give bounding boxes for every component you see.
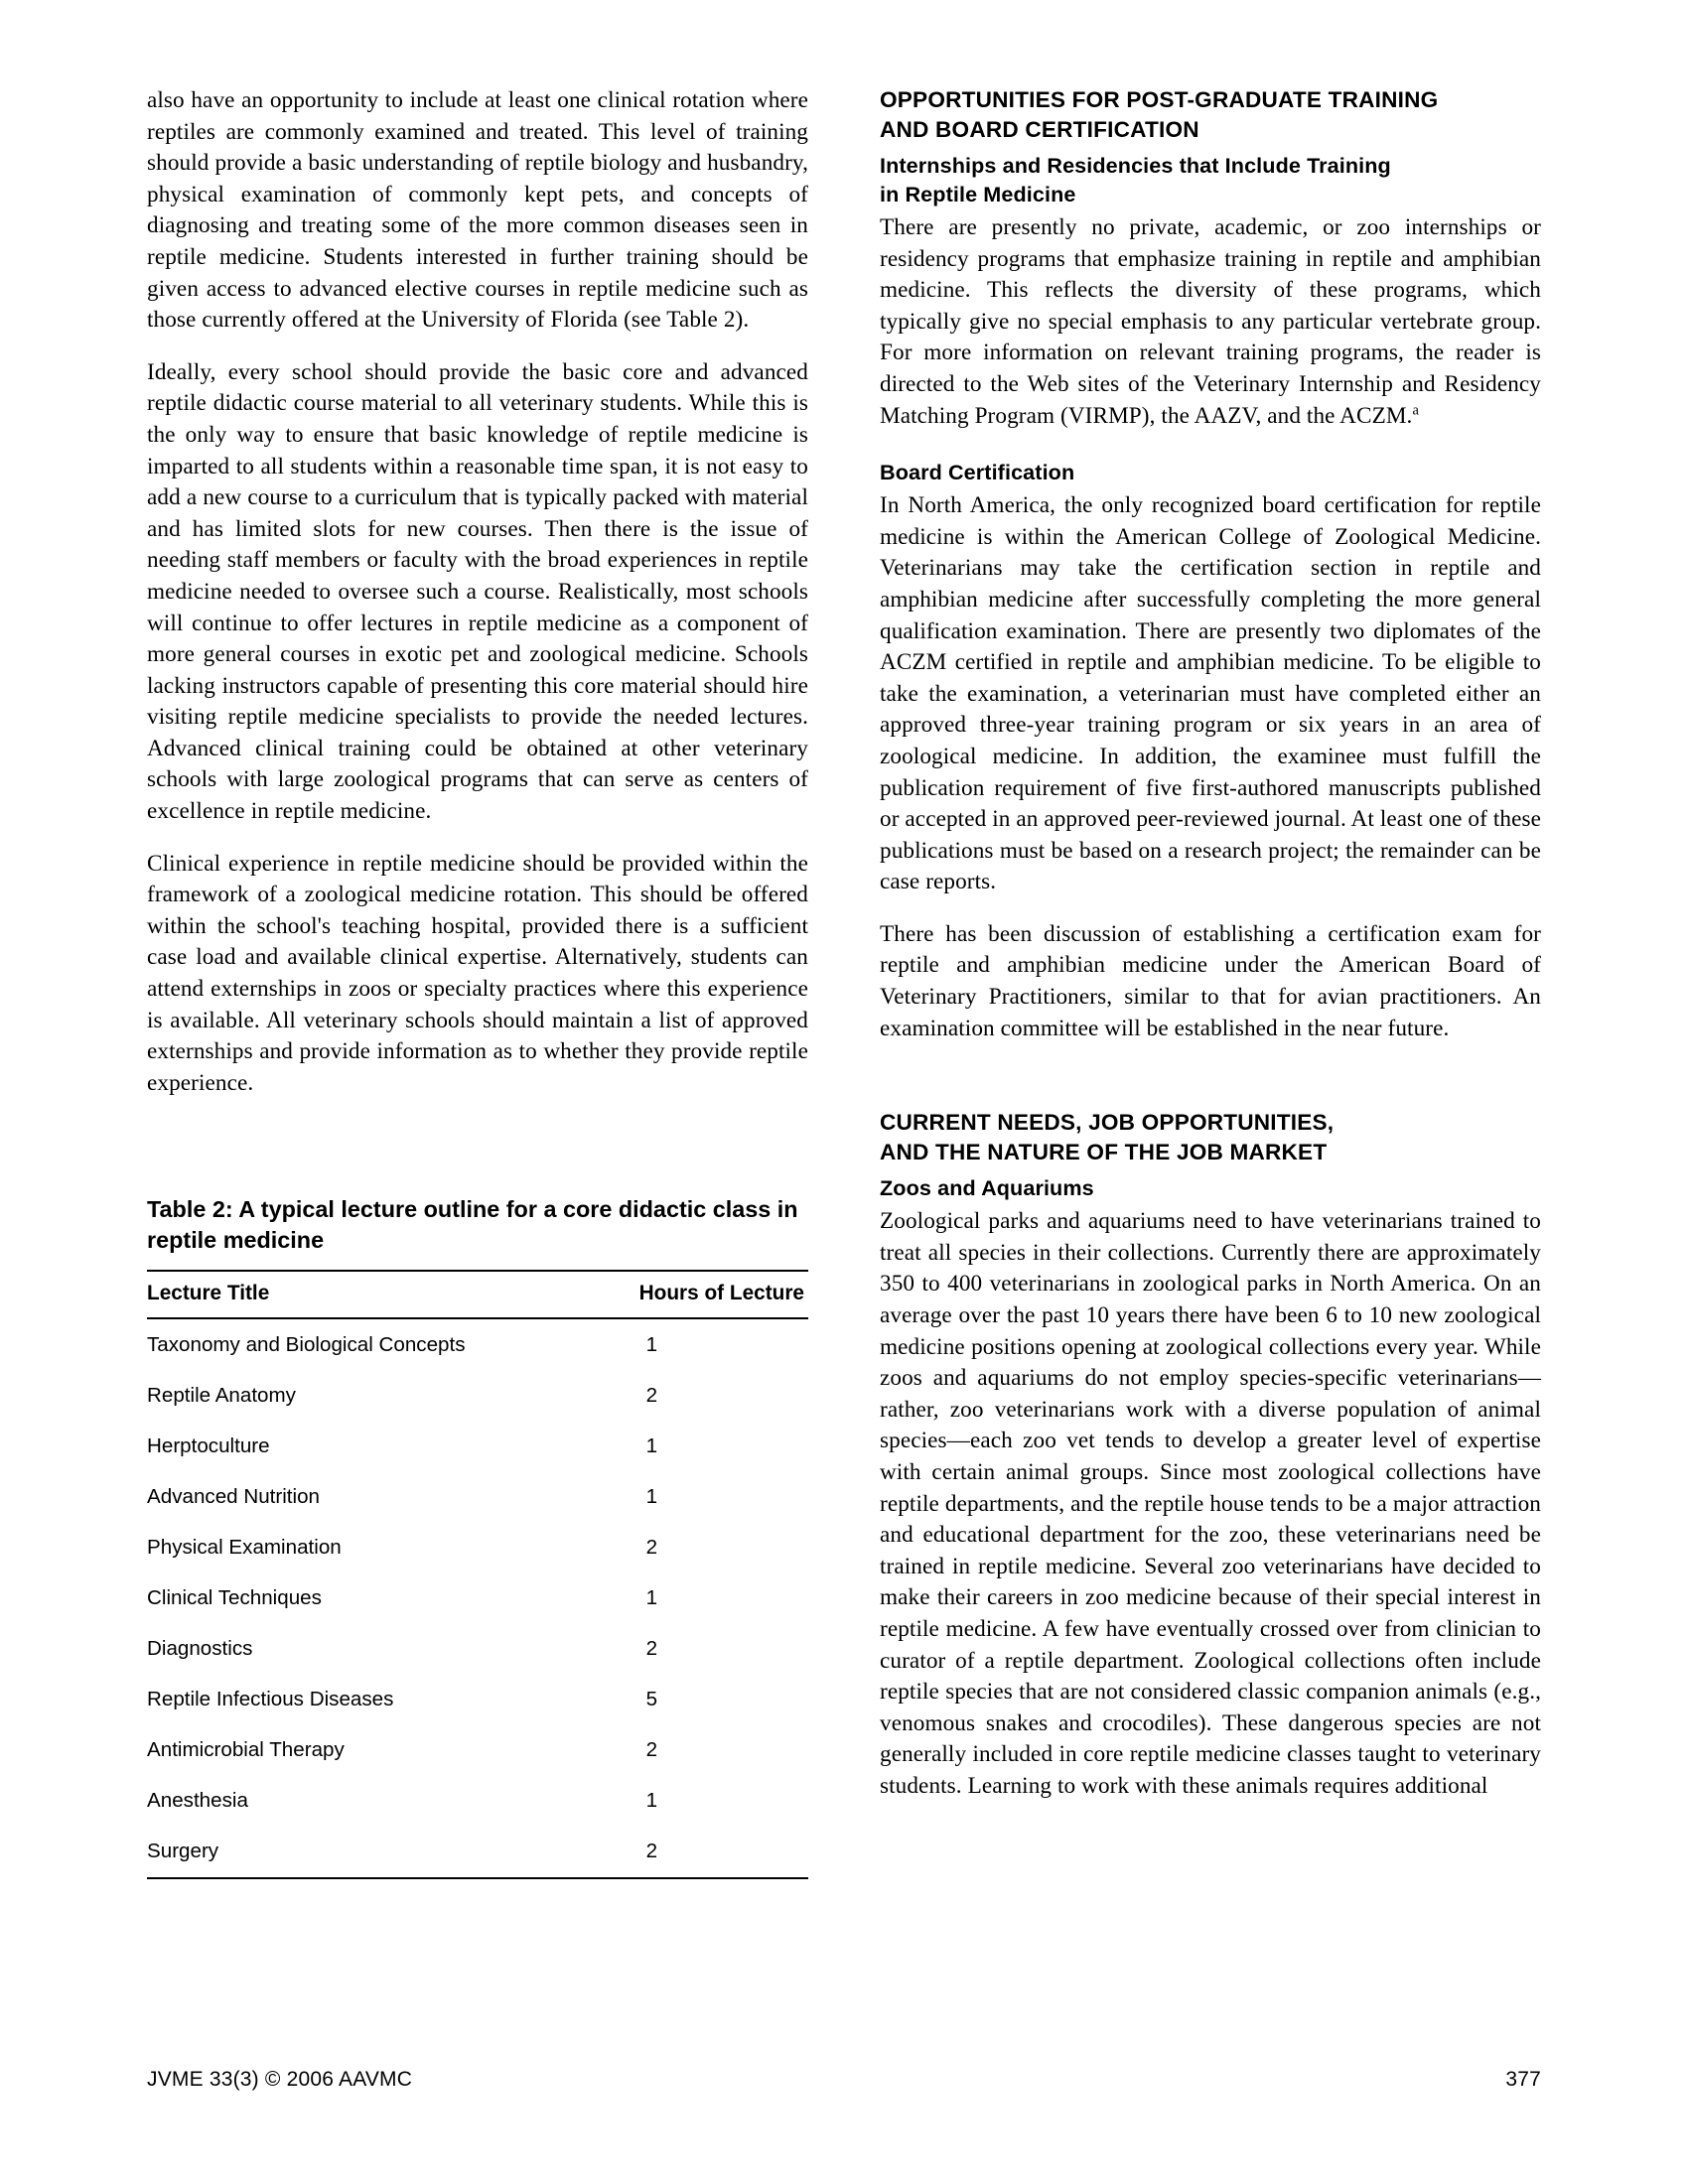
table-row xyxy=(147,1724,808,1775)
cell-lecture-title: Taxonomy and Biological Concepts xyxy=(147,1333,466,1357)
subheading-internships-residencies xyxy=(880,151,1541,208)
table-row xyxy=(147,1826,808,1878)
cell-lecture-title: Surgery xyxy=(147,1826,579,1878)
table-row xyxy=(147,1623,808,1674)
table-row xyxy=(147,1674,808,1724)
cell-lecture-title: Anesthesia xyxy=(147,1789,248,1813)
cell-hours: 2 xyxy=(645,1738,658,1762)
section-heading-current-needs xyxy=(880,1108,1541,1167)
cell-lecture-title: Antimicrobial Therapy xyxy=(147,1738,345,1762)
cell-hours: 2 xyxy=(645,1536,658,1560)
cell-lecture-title: Advanced Nutrition xyxy=(147,1485,321,1509)
paragraph-ideally: Ideally, every school should provide the basic core and advanced reptile didactic course material to all veterinary students. While this is the only way to ensure that basic knowledge of reptile medicine is imparted to all students within a reasonable time span, it is not easy to add a new course to a curriculum that is typically packed with material and has limited slots for new courses. Then there is the issue of needing staff members or faculty with the broad experiences in reptile medicine needed to oversee such a course. Realistically, most schools will continue to offer lectures in reptile medicine as a component of more general courses in exotic pet and zoological medicine. Schools lacking instructors capable of presenting this core material should hire visiting reptile medicine specialists to provide the needed lectures. Advanced clinical training could be obtained at other veterinary schools with large zoological programs that can serve as centers of excellence in reptile medicine. xyxy=(147,358,808,825)
cell-hours: 1 xyxy=(645,1485,658,1509)
cell-hours: 1 xyxy=(645,1789,658,1813)
table-row xyxy=(147,1471,808,1522)
section-heading-opportunities xyxy=(880,85,1541,145)
paragraph-internships xyxy=(880,212,1541,432)
paragraph-zoos-aquariums: Zoological parks and aquariums need to have veterinarians trained to treat all species in their collections. Currently there are approximately 350 to 400 veterinarians in zoological parks in North America. On an average over the past 10 years there have been 6 to 10 new zoological medicine positions opening at zoological collections every year. While zoos and aquariums do not employ species-specific veterinarians—rather, zoo veterinarians work with a diverse population of animal species—each zoo vet tends to develop a greater level of expertise with certain animal groups. Since most zoological collections have reptile departments, and the reptile house tends to be a major attraction and educational department for the zoo, these veterinarians need be trained in reptile medicine. Several zoo veterinarians have decided to make their careers in zoo medicine because of their special interest in reptile medicine. A few have eventually crossed over from clinician to curator of a reptile department. Zoological collections often include reptile species that are not considered classic companion animals (e.g., venomous snakes and crocodiles). These dangerous species are not generally included in core reptile medicine classes taught to veterinary students. Learning to work with these animals requires additional xyxy=(880,1208,1541,1799)
section-heading-2-line-2: AND THE NATURE OF THE JOB MARKET xyxy=(880,1140,1328,1165)
subheading-line-1: Internships and Residencies that Include Training xyxy=(880,153,1391,178)
lecture-outline-table xyxy=(147,1270,808,1879)
footnote-marker-a: a xyxy=(1412,401,1419,418)
footer-journal-citation: JVME 33(3) © 2006 AAVMC xyxy=(147,2068,413,2091)
paragraph-continuation: also have an opportunity to include at least one clinical rotation where reptiles are commonly examined and treated. This level of training should provide a basic understanding of reptile biology and husbandry, physical examination of commonly kept pets, and concepts of diagnosing and treating some of the more common diseases seen in reptile medicine. Students interested in further training should be given access to advanced elective courses in reptile medicine such as those currently offered at the University of Florida (see Table 2). xyxy=(147,87,808,334)
subheading-board-certification: Board Certification xyxy=(880,460,1075,485)
table-row xyxy=(147,1318,808,1370)
cell-hours: 5 xyxy=(645,1688,658,1711)
cell-lecture-title: Clinical Techniques xyxy=(147,1586,322,1610)
section-heading-line-2: AND BOARD CERTIFICATION xyxy=(880,117,1199,142)
cell-hours: 2 xyxy=(645,1384,658,1408)
paragraph-board-certification-1: In North America, the only recognized board certification for reptile medicine is within the American College of Zoological Medicine. Veterinarians may take the certification section in reptile and amphibian medicine after successfully completing the more general qualification examination. There are presently two diplomates of the ACZM certified in reptile and amphibian medicine. To be eligible to take the examination, a veterinarian must have completed either an approved three-year training program or six years in an area of zoological medicine. In addition, the examinee must fulfill the publication requirement of five first-authored manuscripts published or accepted in an approved peer-reviewed journal. At least one of these publications must be based on a research project; the remainder can be case reports. xyxy=(880,492,1541,895)
table-row xyxy=(147,1370,808,1421)
cell-lecture-title: Diagnostics xyxy=(147,1637,253,1661)
section-heading-2-line-1: CURRENT NEEDS, JOB OPPORTUNITIES, xyxy=(880,1110,1335,1136)
paragraph-clinical-experience: Clinical experience in reptile medicine should be provided within the framework of a zoological medicine rotation. This should be offered within the school's teaching hospital, provided there is a sufficient case load and available clinical expertise. Alternatively, students can attend externships in zoos or specialty practices where this experience is available. All veterinary schools should maintain a list of approved externships and provide information as to whether they provide reptile experience. xyxy=(147,850,808,1096)
table-row xyxy=(147,1522,808,1572)
cell-hours: 2 xyxy=(579,1826,808,1878)
subheading-zoos-aquariums: Zoos and Aquariums xyxy=(880,1175,1094,1201)
cell-hours: 1 xyxy=(645,1434,658,1458)
cell-hours: 1 xyxy=(645,1586,658,1610)
cell-lecture-title: Reptile Anatomy xyxy=(147,1384,296,1408)
right-column xyxy=(880,85,1541,1879)
paragraph-internships-text: There are presently no private, academic, or zoo internships or residency programs that emphasize training in reptile and amphibian medicine. This reflects the diversity of these programs, which typically give no special emphasis to any particular vertebrate group. For more information on relevant training programs, the reader is directed to the Web sites of the Veterinary Internship and Residency Matching Program (VIRMP), the AAZV, and the ACZM. xyxy=(880,214,1541,429)
left-column xyxy=(147,85,808,1879)
table-row xyxy=(147,1775,808,1826)
two-column-layout xyxy=(147,85,1541,1879)
cell-lecture-title: Herptoculture xyxy=(147,1434,270,1458)
section-heading-line-1: OPPORTUNITIES FOR POST-GRADUATE TRAINING xyxy=(880,87,1439,112)
table-header-row xyxy=(147,1271,808,1318)
page-footer xyxy=(147,2068,1541,2092)
cell-hours: 2 xyxy=(645,1637,658,1661)
table-row xyxy=(147,1421,808,1471)
table-head xyxy=(147,1271,808,1318)
cell-hours: 1 xyxy=(645,1333,658,1357)
table-2-block xyxy=(147,1194,808,1879)
table-body xyxy=(147,1318,808,1878)
footer-page-number: 377 xyxy=(1505,2068,1541,2091)
column-header-lecture-title: Lecture Title xyxy=(147,1271,579,1318)
subheading-line-2: in Reptile Medicine xyxy=(880,182,1076,206)
table-caption: Table 2: A typical lecture outline for a core didactic class in reptile medicine xyxy=(147,1196,798,1254)
cell-lecture-title: Reptile Infectious Diseases xyxy=(147,1688,394,1711)
table-row xyxy=(147,1572,808,1623)
paragraph-board-certification-2: There has been discussion of establishing a certification exam for reptile and amphibian medicine under the American Board of Veterinary Practitioners, similar to that for avian practitioners. An examination committee will be established in the near future. xyxy=(880,920,1541,1041)
cell-lecture-title: Physical Examination xyxy=(147,1536,342,1560)
column-header-hours-of-lecture: Hours of Lecture xyxy=(579,1271,808,1318)
